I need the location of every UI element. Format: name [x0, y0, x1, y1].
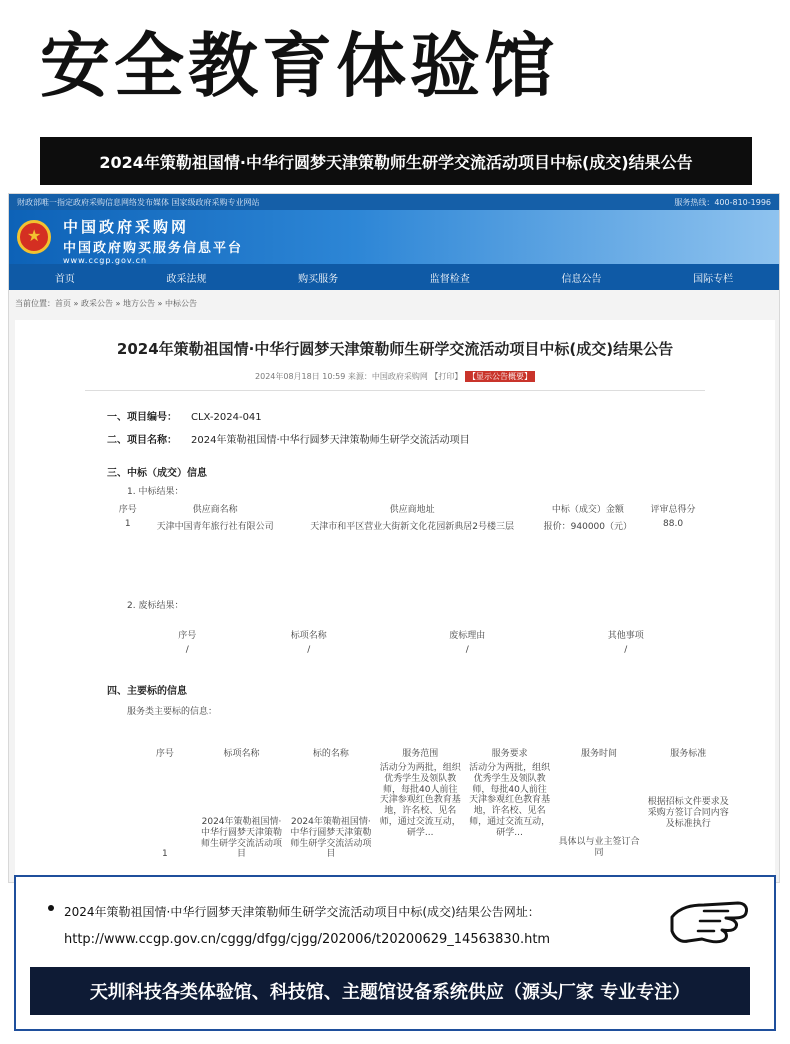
nav-purchase-services[interactable]: 购买服务	[298, 273, 339, 285]
table-header: 标的名称	[312, 749, 349, 759]
table-header: 供应商名称	[192, 505, 238, 515]
breadcrumb[interactable]: 当前位置：首页 » 政采公告 » 地方公告 » 中标公告	[15, 299, 197, 308]
nav-supervision[interactable]: 监督检查	[429, 273, 470, 285]
nav-announcements[interactable]: 信息公告	[561, 273, 602, 285]
table-row	[145, 643, 705, 657]
section-award-info: 三、中标（成交）信息	[107, 468, 207, 479]
brand-name: 中国政府采购网	[63, 218, 190, 236]
doc-meta	[15, 371, 775, 382]
table-header: 供应商地址	[389, 505, 435, 515]
table-header: 服务范围	[402, 749, 439, 759]
void-result-table	[145, 626, 705, 657]
site-logo[interactable]	[63, 216, 243, 265]
section-label: 一、项目编号：	[107, 412, 177, 423]
table-cell: 1	[124, 519, 131, 529]
main-nav	[9, 264, 779, 290]
section-label: 二、项目名称：	[107, 435, 177, 446]
announcement-paper	[15, 320, 775, 883]
table-cell: /	[465, 645, 469, 655]
topbar-left-text: 财政部唯一指定政府采购信息网络发布媒体 国家级政府采购专业网站	[17, 197, 260, 207]
table-cell: 2024年策勒祖国情·中华行圆梦天津策勒师生研学交流活动项目	[201, 817, 283, 860]
announcement-url-link[interactable]: http://www.ccgp.gov.cn/cggg/dfgg/cjgg/202006/t20200629_14563830.htm	[64, 932, 551, 947]
table-header: 其他事项	[607, 631, 644, 641]
table-header-row	[133, 744, 733, 761]
site-banner	[9, 210, 779, 264]
table-header: 服务时间	[580, 749, 617, 759]
table-header-row	[115, 500, 705, 517]
section-project-number	[107, 408, 262, 423]
footer-title: 2024年策勒祖国情·中华行圆梦天津策勒师生研学交流活动项目中标(成交)结果公告网址：	[64, 905, 540, 919]
table-header: 服务标准	[670, 749, 707, 759]
national-emblem-icon	[17, 220, 51, 254]
screenshot-frame	[8, 193, 780, 883]
table-header: 废标理由	[449, 631, 486, 641]
section-project-name	[107, 431, 470, 446]
table-cell: /	[624, 645, 628, 655]
table-header: 序号	[155, 749, 174, 759]
project-number: CLX-2024-041	[191, 412, 262, 423]
void-result-heading: 2. 废标结果：	[127, 601, 184, 611]
table-cell: 1	[162, 849, 168, 859]
service-items-table	[133, 744, 733, 862]
table-cell: 报价：940000（元）	[543, 522, 632, 532]
table-header: 服务要求	[491, 749, 528, 759]
hand-pointer-icon	[668, 891, 752, 951]
site-topbar	[9, 194, 779, 210]
hotline-text: 服务热线：400-810-1996	[674, 197, 771, 207]
divider	[85, 390, 705, 391]
table-cell: 活动分为两批，组织优秀学生及领队教师，每批40人前往天津参观红色教育基地，许名校、见名师，通过交流互动，研学...	[379, 763, 461, 838]
table-header-row	[145, 626, 705, 643]
table-cell: 天津中国青年旅行社有限公司	[156, 522, 274, 532]
table-header: 序号	[178, 631, 197, 641]
doc-meta-text: 2024年08月18日 10:59 来源：中国政府采购网 【打印】	[255, 372, 463, 381]
table-cell: 根据招标文件要求及采购方签订合同内容及标准执行	[647, 797, 729, 829]
award-result-heading: 1. 中标结果：	[127, 487, 184, 497]
table-row	[133, 761, 733, 862]
table-cell: 活动分为两批，组织优秀学生及领队教师，每批40人前往天津参观红色教育基地，许名校、见名师，通过交流互动，研学...	[469, 763, 551, 838]
service-items-heading: 服务类主要标的信息：	[127, 707, 218, 717]
table-cell: 天津市和平区营业大街新文化花园新典居2号楼三层	[310, 522, 514, 532]
nav-home[interactable]: 首页	[54, 273, 75, 285]
award-result-table	[115, 500, 705, 534]
nav-regulations[interactable]: 政采法规	[166, 273, 207, 285]
footer-box	[14, 875, 776, 1031]
bullet-icon	[48, 905, 54, 911]
nav-international[interactable]: 国际专栏	[693, 273, 734, 285]
show-summary-button[interactable]: 【显示公告概要】	[465, 371, 535, 382]
table-row	[115, 517, 705, 534]
table-header: 评审总得分	[650, 505, 696, 515]
slogan-bar: 天圳科技各类体验馆、科技馆、主题馆设备系统供应（源头厂家 专业专注）	[30, 967, 750, 1015]
table-header: 中标（成交）金额	[551, 505, 624, 515]
brand-subtitle: 中国政府购买服务信息平台	[63, 241, 244, 256]
table-cell: /	[185, 645, 189, 655]
project-name: 2024年策勒祖国情·中华行圆梦天津策勒师生研学交流活动项目	[191, 435, 470, 446]
table-cell: /	[307, 645, 311, 655]
table-header: 标项名称	[223, 749, 260, 759]
subtitle-bar: 2024年策勒祖国情·中华行圆梦天津策勒师生研学交流活动项目中标(成交)结果公告	[40, 137, 752, 185]
section-main-items: 四、主要标的信息	[107, 686, 187, 697]
table-header: 标项名称	[290, 631, 327, 641]
table-cell: 88.0	[663, 519, 684, 529]
brand-url: www.ccgp.gov.cn	[63, 256, 148, 265]
doc-title: 2024年策勒祖国情·中华行圆梦天津策勒师生研学交流活动项目中标(成交)结果公告	[116, 340, 674, 358]
table-cell: 具体以与业主签订合同	[558, 837, 640, 858]
table-cell: 2024年策勒祖国情·中华行圆梦天津策勒师生研学交流活动项目	[290, 817, 372, 860]
table-header: 序号	[118, 505, 137, 515]
main-title: 安全教育体验馆	[40, 25, 558, 107]
